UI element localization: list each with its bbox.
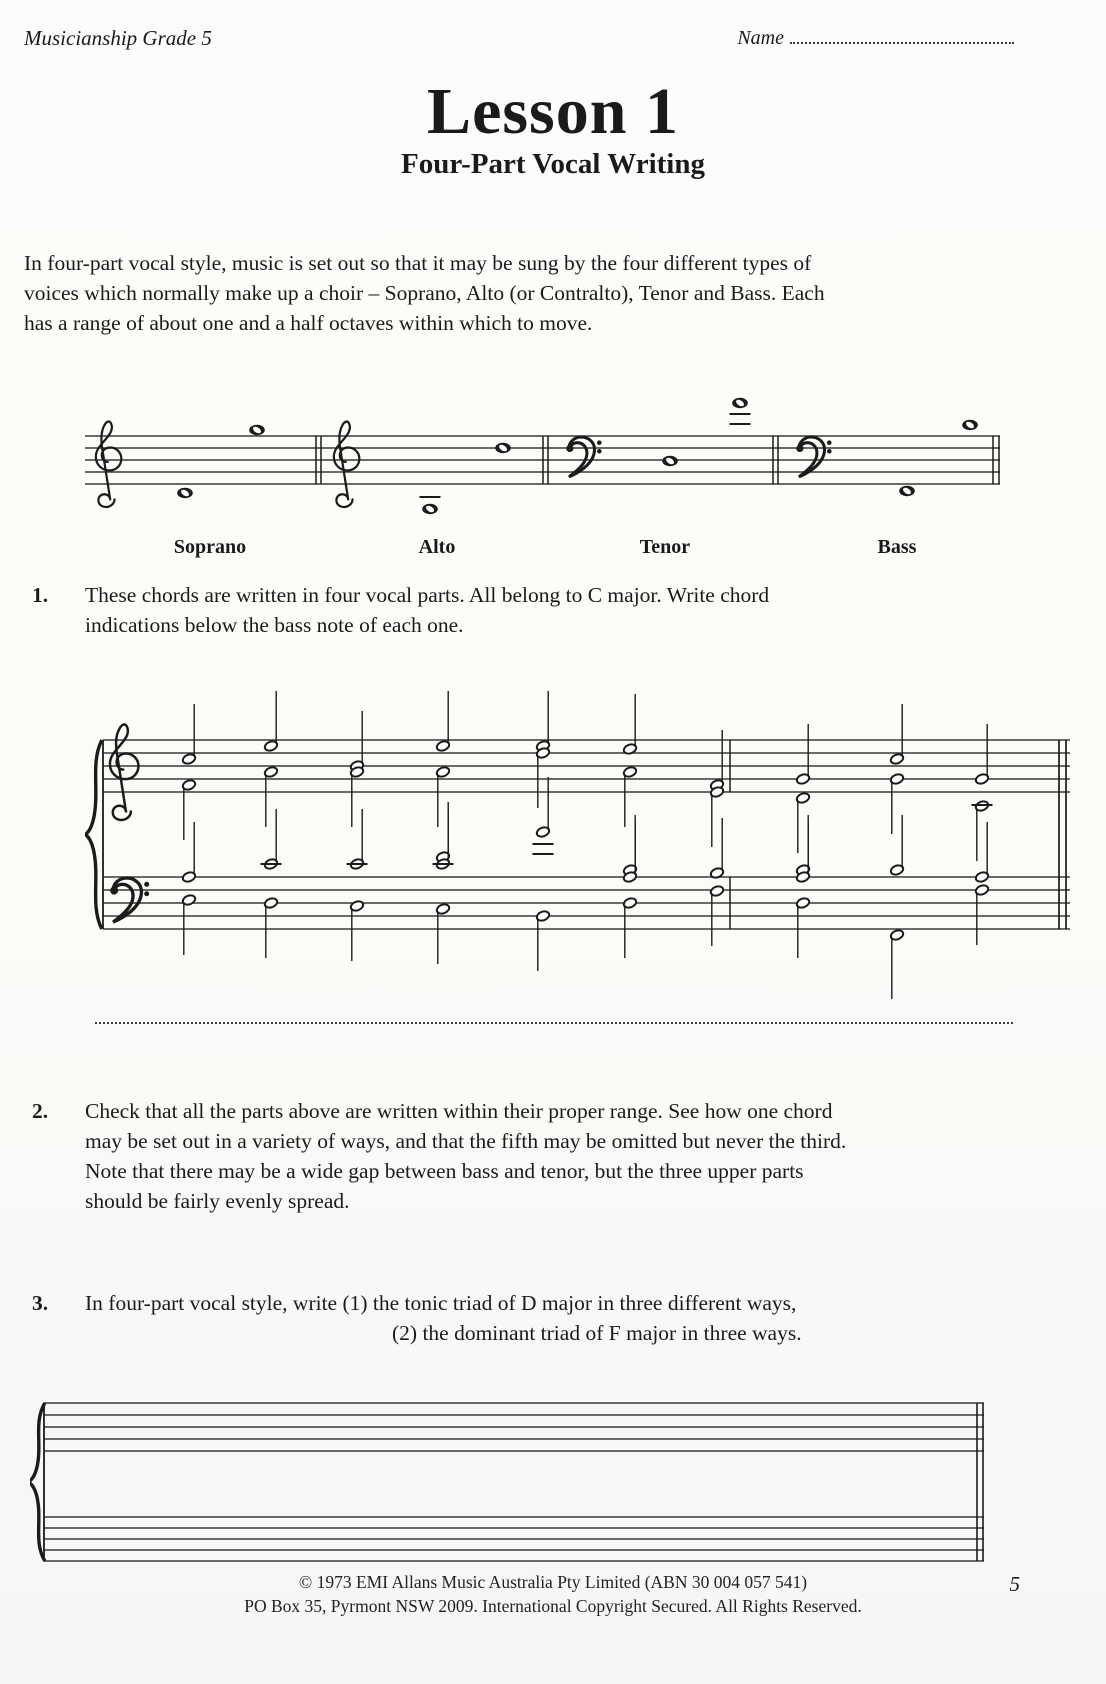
exercise3-notation	[30, 1390, 1010, 1585]
question-1	[32, 580, 769, 640]
question-2-line: Note that there may be a wide gap between bass and tenor, but the three upper parts	[85, 1159, 804, 1183]
voice-label-bass: Bass	[877, 536, 917, 558]
question-3-text	[85, 1288, 802, 1348]
intro-line: has a range of about one and a half octaves within which to move.	[24, 311, 593, 335]
footer-copyright	[0, 1570, 1106, 1618]
question-1-number: 1.	[32, 583, 49, 607]
intro-paragraph	[24, 248, 1084, 338]
voice-label-soprano: Soprano	[173, 536, 247, 558]
question-1-line: indications below the bass note of each one.	[85, 613, 464, 637]
question-1-text	[85, 580, 769, 640]
voice-label-alto: Alto	[418, 536, 456, 558]
question-1-line: These chords are written in four vocal parts. All belong to C major. Write chord	[85, 583, 770, 607]
question-3-line: (2) the dominant triad of F major in three ways.	[392, 1321, 802, 1345]
exercise1-grand-staff	[85, 655, 1085, 1007]
lesson-subtitle: Four-Part Vocal Writing	[401, 148, 705, 180]
lesson-title: Lesson 1	[427, 75, 679, 148]
question-3-number: 3.	[32, 1291, 49, 1315]
copyright-line-1: © 1973 EMI Allans Music Australia Pty Limited (ABN 30 004 057 541)	[298, 1572, 808, 1592]
question-3-line: In four-part vocal style, write (1) the tonic triad of D major in three different ways,	[85, 1291, 797, 1315]
name-fill-in-line[interactable]	[790, 26, 1014, 44]
exercise1-notation	[85, 655, 1085, 1007]
voice-ranges-notation	[85, 350, 1015, 550]
intro-line: voices which normally make up a choir – Soprano, Alto (or Contralto), Tenor and Bass. Each	[24, 281, 825, 305]
question-2-line: should be fairly evenly spread.	[85, 1189, 350, 1213]
question-2	[32, 1096, 846, 1216]
intro-line: In four-part vocal style, music is set out so that it may be sung by the four different types of	[24, 251, 812, 275]
question-3	[32, 1288, 802, 1348]
booklet-title: Musicianship Grade 5	[24, 26, 212, 50]
question-2-number: 2.	[32, 1099, 49, 1123]
voice-ranges-staff	[85, 350, 1015, 560]
question-2-text	[85, 1096, 846, 1216]
voice-label-tenor: Tenor	[639, 536, 691, 558]
name-label: Name	[737, 27, 784, 49]
question-2-line: Check that all the parts above are written within their proper range. See how one chord	[85, 1099, 833, 1123]
exercise3-blank-staff[interactable]	[30, 1390, 1010, 1585]
chord-indication-answer-line[interactable]	[95, 1014, 1013, 1024]
name-field	[737, 26, 1014, 50]
question-2-line: may be set out in a variety of ways, and that the fifth may be omitted but never the third.	[85, 1129, 847, 1153]
page-number: 5	[1009, 1572, 1020, 1596]
copyright-line-2: PO Box 35, Pyrmont NSW 2009. International Copyright Secured. All Rights Reserved.	[244, 1596, 862, 1616]
